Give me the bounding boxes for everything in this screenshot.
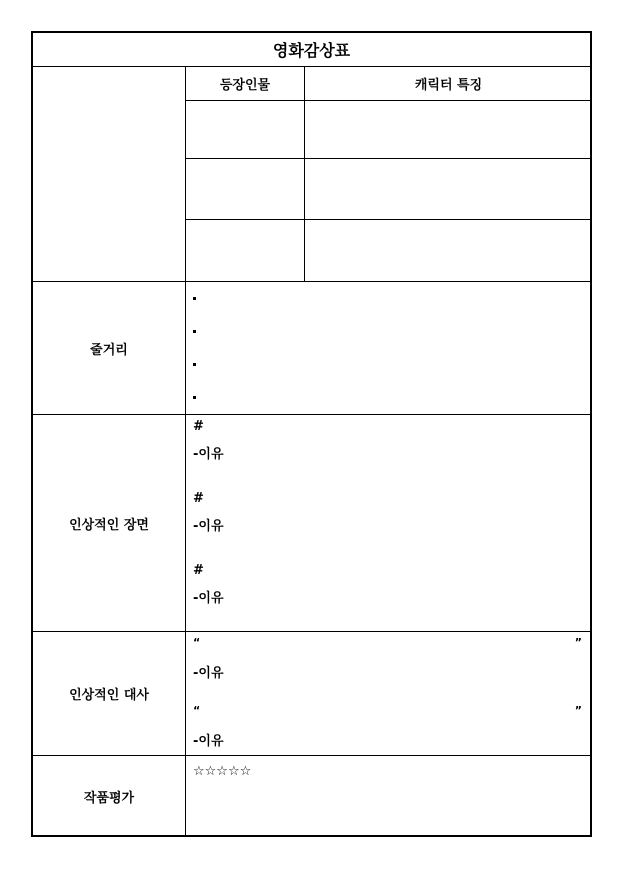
scene-reason: -이유 <box>193 447 224 462</box>
quotes-label: 인상적인 대사 <box>69 688 149 703</box>
star-rating-icon[interactable]: ☆☆☆☆☆ <box>193 764 252 779</box>
rating-content[interactable] <box>186 756 592 837</box>
rating-label: 작품평가 <box>83 791 135 806</box>
character-trait-cell[interactable] <box>305 220 592 281</box>
scenes-content[interactable] <box>186 415 592 631</box>
quote-close-mark: ” <box>574 636 582 649</box>
character-name-cell[interactable] <box>186 220 304 281</box>
quote-close-mark: ” <box>574 704 582 717</box>
scene-marker: # <box>193 563 204 578</box>
quotes-content[interactable] <box>186 632 592 755</box>
plot-label: 줄거리 <box>90 342 128 358</box>
plot-content[interactable] <box>186 282 592 414</box>
quote-reason: -이유 <box>193 666 224 681</box>
characters-trait-header: 캐릭터 특징 <box>414 78 483 93</box>
characters-name-header: 등장인물 <box>219 78 271 93</box>
scenes-label: 인상적인 장면 <box>69 517 149 533</box>
bullet-point <box>193 330 196 333</box>
character-trait-cell[interactable] <box>305 101 592 158</box>
movie-review-form <box>31 31 592 837</box>
character-name-cell[interactable] <box>186 101 304 158</box>
scene-reason: -이유 <box>193 591 224 606</box>
scene-marker: # <box>193 491 204 506</box>
scene-reason: -이유 <box>193 519 224 534</box>
quote-open-mark: “ <box>193 704 201 717</box>
character-name-cell[interactable] <box>186 159 304 219</box>
form-title: 영화감상표 <box>272 41 351 60</box>
scene-marker: # <box>193 419 204 434</box>
bullet-point <box>193 363 196 366</box>
quote-reason: -이유 <box>193 734 224 749</box>
bullet-point <box>193 396 196 399</box>
quote-open-mark: “ <box>193 636 201 649</box>
character-trait-cell[interactable] <box>305 159 592 219</box>
bullet-point <box>193 297 196 300</box>
